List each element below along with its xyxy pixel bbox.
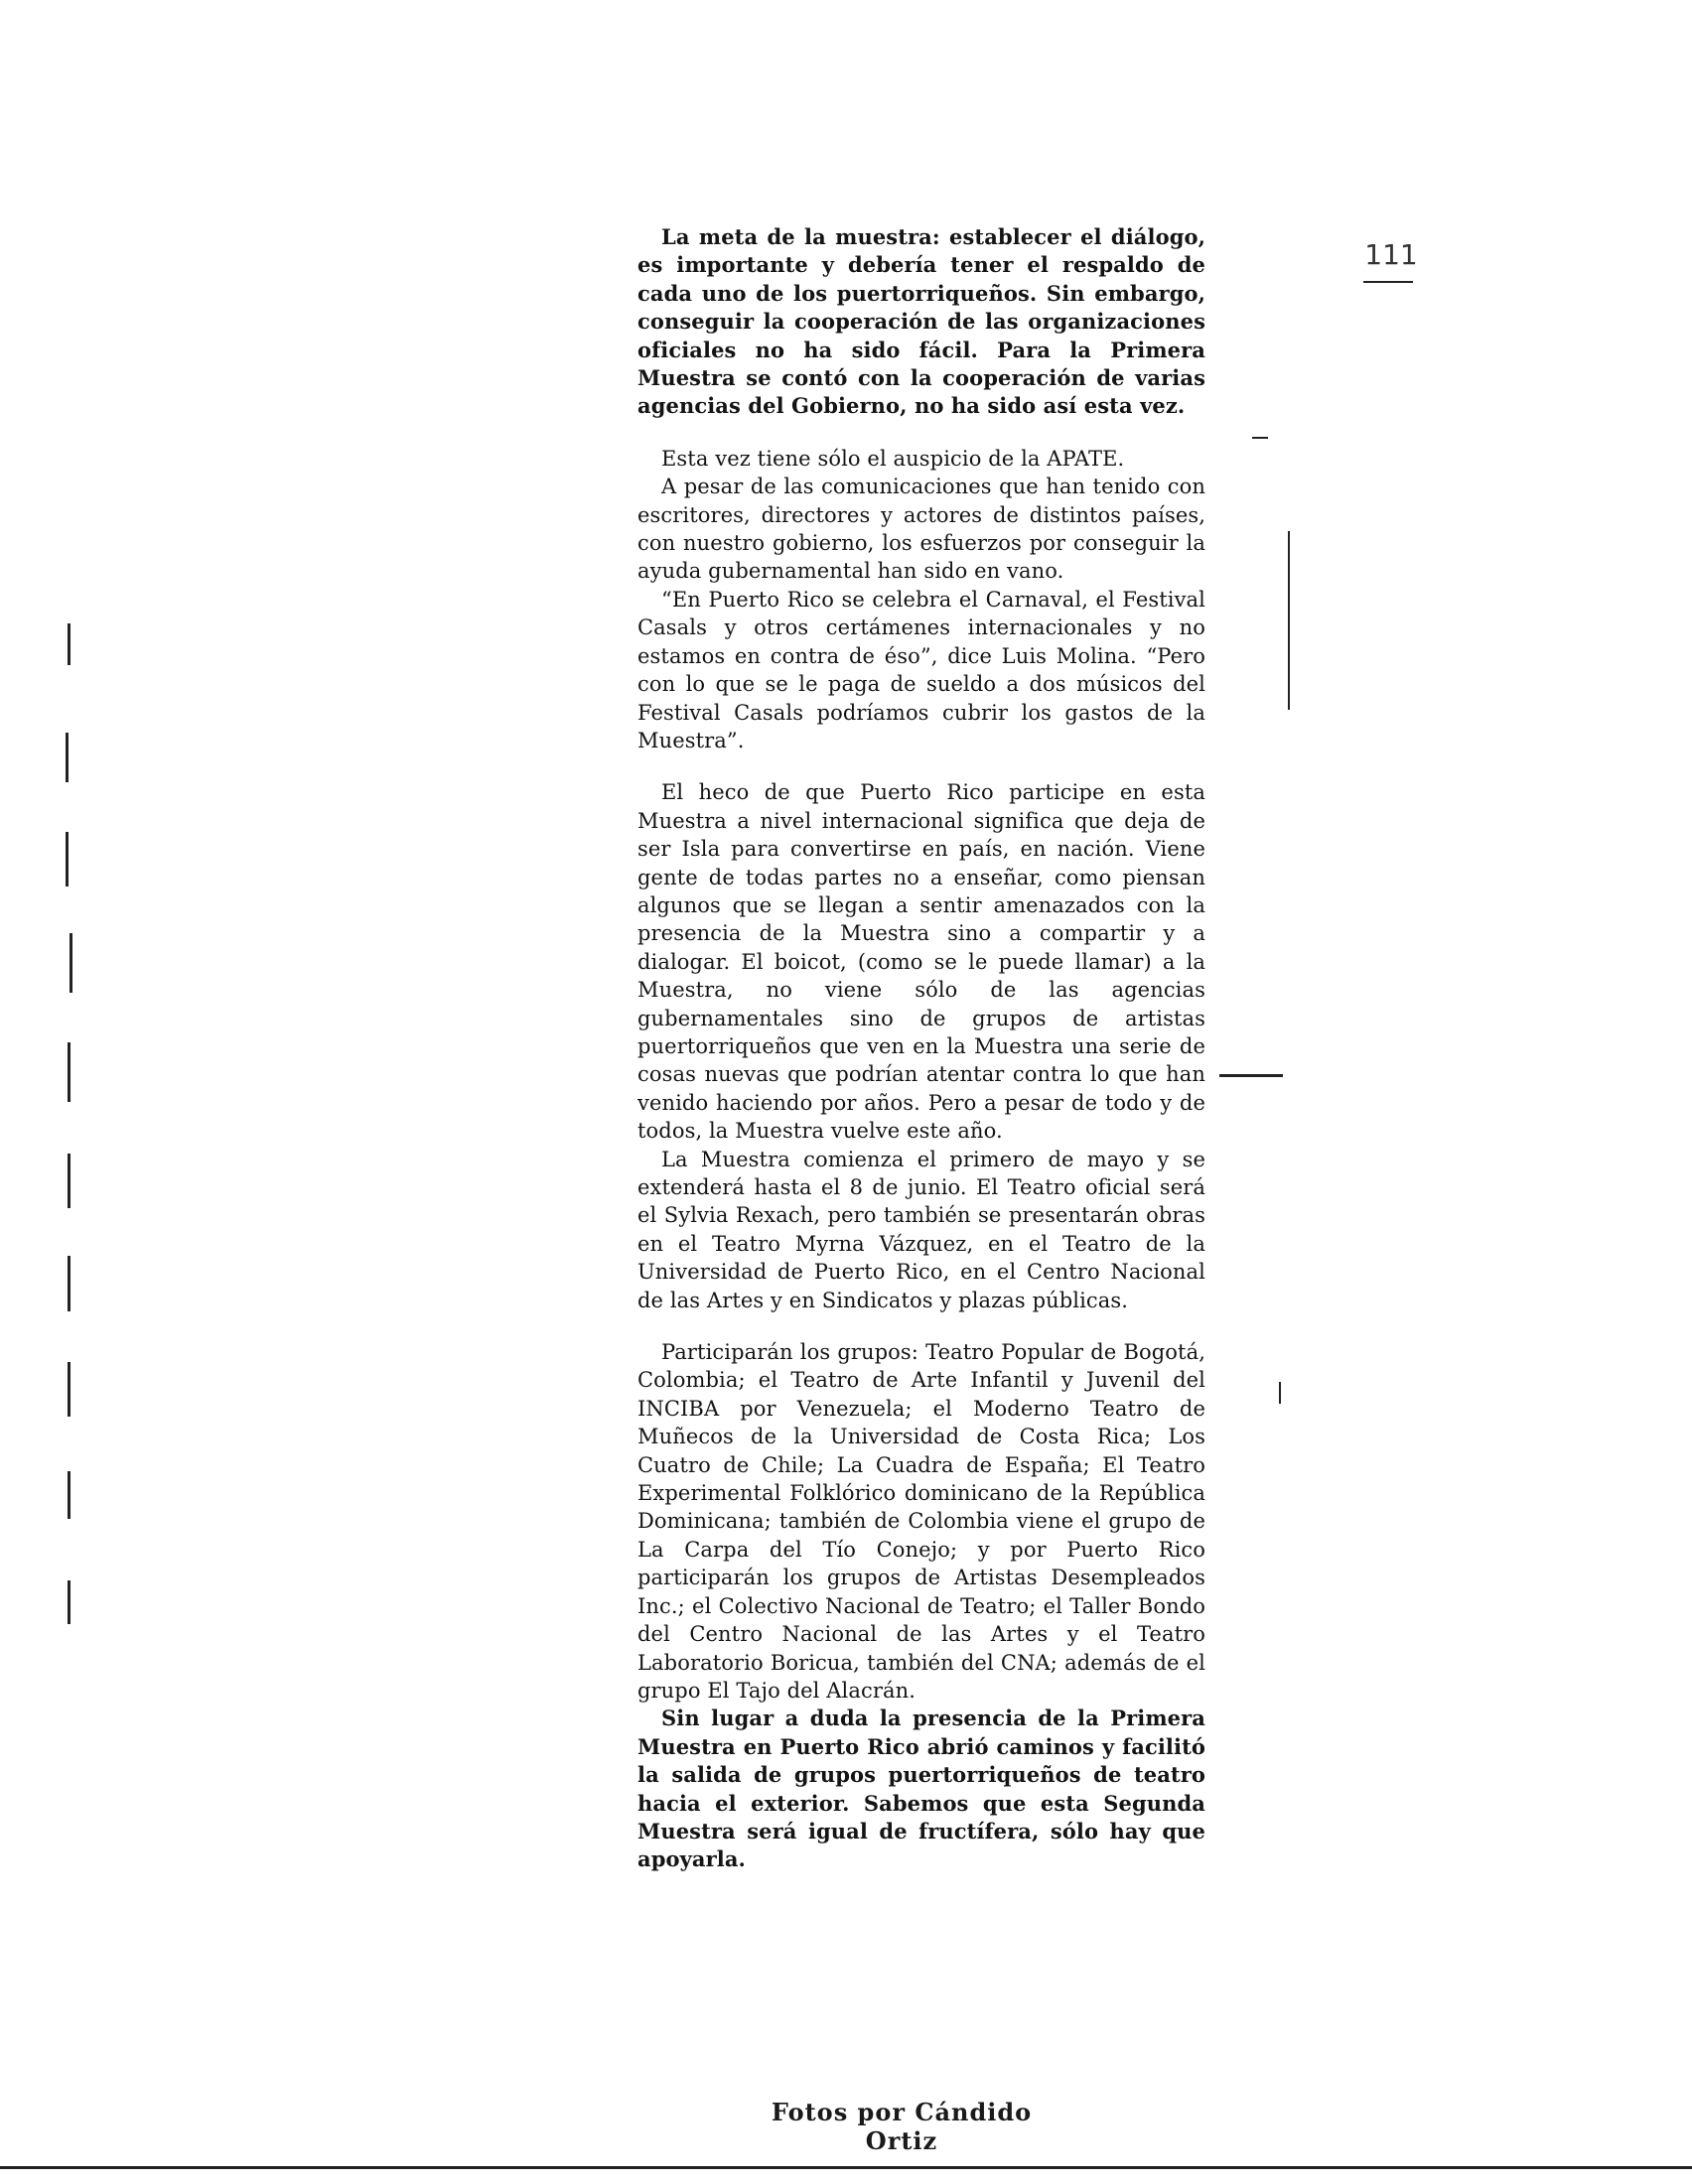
scan-mark bbox=[68, 1154, 70, 1208]
scan-mark bbox=[1219, 1074, 1283, 1077]
scan-mark bbox=[1288, 531, 1290, 710]
scan-mark bbox=[68, 1256, 70, 1311]
scan-mark bbox=[68, 1362, 70, 1417]
article-paragraph: “En Puerto Rico se celebra el Carnaval, el Festival Casals y otros certámenes internacionales y no estamos en contra de éso”, dice Luis Molina. “Pero con lo que se le paga de sueldo a dos músicos del Festival Casals podríamos cubrir los gastos de la Muestra”. bbox=[637, 587, 1205, 752]
article-paragraph: La meta de la muestra: establecer el diálogo, es importante y debería tener el respaldo de cada uno de los puertorriqueños. Sin embargo, conseguir la cooperación de las organizaciones oficiales no ha sido fácil. Para la Primera Muestra se contó con la cooperación de varias agencias del Gobierno, no ha sido así esta vez. bbox=[637, 224, 1205, 419]
scan-mark bbox=[68, 1580, 70, 1624]
scan-mark bbox=[68, 1471, 70, 1519]
article-paragraph: Sin lugar a duda la presencia de la Primera Muestra en Puerto Rico abrió caminos y facilitó la salida de grupos puertorriqueños de teatro hacia el exterior. Sabemos que esta Segunda Muestra será igual de fructífera, sólo hay que apoyarla. bbox=[637, 1706, 1205, 1872]
scan-mark bbox=[1252, 437, 1268, 439]
scan-mark bbox=[66, 733, 69, 782]
scan-mark bbox=[68, 623, 70, 665]
article-paragraph: A pesar de las comunicaciones que han tenido con escritores, directores y actores de distintos países, con nuestro gobierno, los esfuerzos por conseguir la ayuda gubernamental han sido en vano. bbox=[637, 475, 1205, 584]
bottom-rule bbox=[0, 2166, 1692, 2169]
article-column bbox=[637, 223, 1205, 1874]
page-number: 111 bbox=[1364, 238, 1418, 271]
photo-credit: Fotos por Cándido Ortiz bbox=[771, 2098, 1033, 2155]
scan-mark bbox=[68, 1042, 70, 1102]
scan-mark bbox=[1279, 1382, 1281, 1404]
article-paragraph: Esta vez tiene sólo el auspicio de la APATE. bbox=[661, 446, 1125, 471]
article-paragraph: El heco de que Puerto Rico participe en esta Muestra a nivel internacional significa que deja de ser Isla para convertirse en país, en nación. Viene gente de todas partes no a enseñar, como piensan algunos que se llegan a sentir amenazados con la presencia de la Muestra sino a compartir y a dialogar. El boicot, (como se le puede llamar) a la Muestra, no viene sólo de las agencias gubernamentales sino de grupos de artistas puertorriqueños que ven en la Muestra una serie de cosas nuevas que podrían atentar contra lo que han venido haciendo por años. Pero a pesar de todo y de todos, la Muestra vuelve este año. bbox=[637, 780, 1205, 1144]
scan-mark bbox=[1363, 281, 1413, 283]
scan-mark bbox=[70, 933, 72, 993]
article-paragraph: Participarán los grupos: Teatro Popular de Bogotá, Colombia; el Teatro de Arte Infantil y Juvenil del INCIBA por Venezuela; el Moderno Teatro de Muñecos de la Universidad de Costa Rica; Los Cuatro de Chile; La Cuadra de España; El Teatro Experimental Folklórico dominicano de la República Dominicana; también de Colombia viene el grupo de La Carpa del Tío Conejo; y por Puerto Rico participarán los grupos de Artistas Desempleados Inc.; el Colectivo Nacional de Teatro; el Taller Bondo del Centro Nacional de las Artes y el Teatro Laboratorio Boricua, también del CNA; además de el grupo El Tajo del Alacrán. bbox=[637, 1340, 1205, 1703]
article-paragraph: La Muestra comienza el primero de mayo y se extenderá hasta el 8 de junio. El Teatro oficial será el Sylvia Rexach, pero también se presentarán obras en el Teatro Myrna Vázquez, en el Teatro de la Universidad de Puerto Rico, en el Centro Nacional de las Artes y en Sindicatos y plazas públicas. bbox=[637, 1147, 1205, 1312]
scan-mark bbox=[66, 832, 69, 887]
